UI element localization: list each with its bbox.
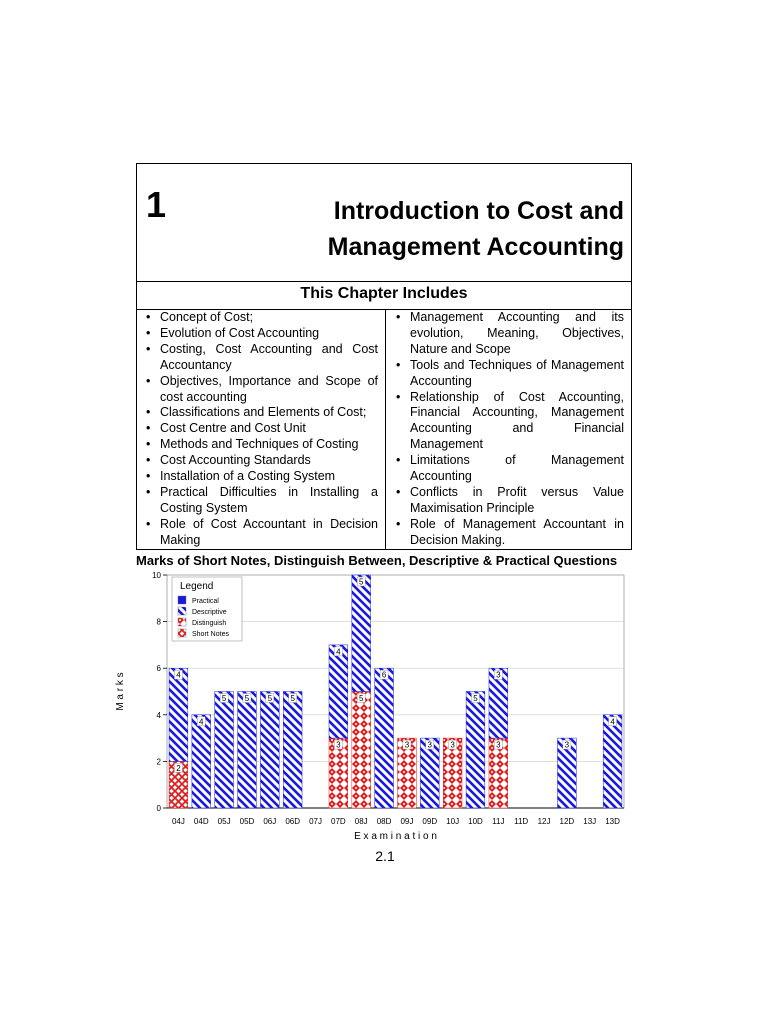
x-tick-label: 09D xyxy=(422,817,438,826)
bar-segment xyxy=(238,692,257,809)
y-axis-title: M a r k s xyxy=(115,672,126,711)
data-label: 5 xyxy=(358,577,364,587)
x-axis-title: E x a m i n a t i o n xyxy=(354,831,437,842)
topic-item: • Classifications and Elements of Cost; xyxy=(142,405,378,421)
data-label: 5 xyxy=(267,694,273,703)
x-tick-label: 06D xyxy=(285,817,301,826)
data-label: 4 xyxy=(336,647,341,657)
data-label: 3 xyxy=(496,670,501,680)
y-tick-label: 4 xyxy=(156,710,161,720)
x-tick-label: 12J xyxy=(537,817,551,826)
data-label: 4 xyxy=(199,717,204,727)
topic-item: • Cost Centre and Cost Unit xyxy=(142,421,378,437)
data-label: 5 xyxy=(290,694,295,703)
topic-item: • Methods and Techniques of Costing xyxy=(142,437,378,453)
data-label: 5 xyxy=(473,694,478,703)
bar-segment xyxy=(169,668,188,761)
x-tick-label: 13J xyxy=(583,817,597,826)
legend-swatch xyxy=(178,607,186,615)
bar-segment xyxy=(603,715,622,808)
topic-item: • Costing, Cost Accounting and Cost Accountancy xyxy=(142,342,378,374)
topic-item: • Role of Cost Accountant in Decision Making xyxy=(142,517,378,549)
topic-item: • Installation of a Costing System xyxy=(142,469,378,485)
bar-segment xyxy=(352,692,371,809)
x-tick-label: 12D xyxy=(559,817,575,826)
x-tick-label: 04J xyxy=(171,817,185,826)
bar-segment xyxy=(283,692,302,809)
data-label: 3 xyxy=(336,740,341,750)
y-tick-label: 10 xyxy=(152,571,161,580)
x-tick-label: 13D xyxy=(605,817,620,826)
data-label: 4 xyxy=(610,717,615,727)
x-tick-label: 07J xyxy=(309,817,322,826)
bar-segment xyxy=(329,645,348,738)
topic-item: • Objectives, Importance and Scope of cost accounting xyxy=(142,374,378,406)
topic-item: • Evolution of Cost Accounting xyxy=(142,326,378,342)
chapter-number: 1 xyxy=(146,184,167,225)
legend-entry: Short Notes xyxy=(192,631,229,638)
topic-item: • Concept of Cost; xyxy=(142,310,378,326)
y-tick-label: 8 xyxy=(156,617,161,627)
legend-entry: Practical xyxy=(192,598,219,605)
bar-segment xyxy=(260,692,279,809)
legend-entry: Distinguish xyxy=(192,620,227,627)
legend-entry: Descriptive xyxy=(192,609,227,616)
x-tick-label: 10J xyxy=(446,817,460,826)
x-tick-label: 11J xyxy=(492,817,505,826)
topic-item: • Limitations of Management Accounting xyxy=(392,453,624,485)
data-label: 3 xyxy=(450,740,455,750)
bar-segment xyxy=(192,715,211,808)
data-label: 2 xyxy=(176,763,181,773)
y-tick-label: 0 xyxy=(156,804,161,813)
x-tick-label: 08J xyxy=(354,817,368,826)
legend-swatch xyxy=(178,618,186,626)
topic-item: • Cost Accounting Standards xyxy=(142,453,378,469)
topic-item: • Role of Management Accountant in Decision Making. xyxy=(392,517,624,549)
x-tick-label: 09J xyxy=(400,817,414,826)
legend-title: Legend xyxy=(180,581,214,592)
topic-item: • Tools and Techniques of Management Accounting xyxy=(392,358,624,390)
x-tick-label: 11D xyxy=(514,817,529,826)
x-tick-label: 10D xyxy=(468,817,483,826)
data-label: 5 xyxy=(358,694,364,703)
data-label: 3 xyxy=(564,740,570,750)
data-label: 6 xyxy=(381,670,387,680)
page-number: 2.1 xyxy=(375,848,395,864)
bar-segment xyxy=(215,692,234,809)
x-tick-label: 06J xyxy=(263,817,277,826)
includes-heading: This Chapter Includes xyxy=(300,285,468,302)
data-label: 3 xyxy=(404,740,410,750)
chapter-title-line1: Introduction to Cost and xyxy=(333,197,624,225)
legend-swatch xyxy=(178,596,186,604)
bar-segment xyxy=(375,668,394,808)
x-tick-label: 05D xyxy=(239,817,255,826)
bar-segment xyxy=(352,575,371,692)
topic-item: • Relationship of Cost Accounting, Financial Accounting, Management Accounting and Financial Management xyxy=(392,390,624,454)
topic-item: • Management Accounting and its evolution, Meaning, Objectives, Nature and Scope xyxy=(392,310,624,358)
y-tick-label: 6 xyxy=(156,664,161,674)
data-label: 3 xyxy=(496,740,501,750)
topic-item: • Practical Difficulties in Installing a Costing System xyxy=(142,485,378,517)
x-tick-label: 04D xyxy=(193,817,209,826)
data-label: 4 xyxy=(176,670,181,680)
x-tick-label: 08D xyxy=(376,817,392,826)
chart-heading: Marks of Short Notes, Distinguish Between, Descriptive & Practical Questions xyxy=(136,553,618,568)
legend-swatch xyxy=(178,629,186,637)
y-tick-label: 2 xyxy=(156,757,161,767)
x-tick-label: 05J xyxy=(217,817,231,826)
bar-segment xyxy=(466,692,485,809)
data-label: 5 xyxy=(244,694,250,703)
chapter-title-line2: Management Accounting xyxy=(327,233,624,261)
topic-item: • Conflicts in Profit versus Value Maximisation Principle xyxy=(392,485,624,517)
data-label: 3 xyxy=(427,740,433,750)
x-tick-label: 07D xyxy=(331,817,346,826)
data-label: 5 xyxy=(221,694,227,703)
